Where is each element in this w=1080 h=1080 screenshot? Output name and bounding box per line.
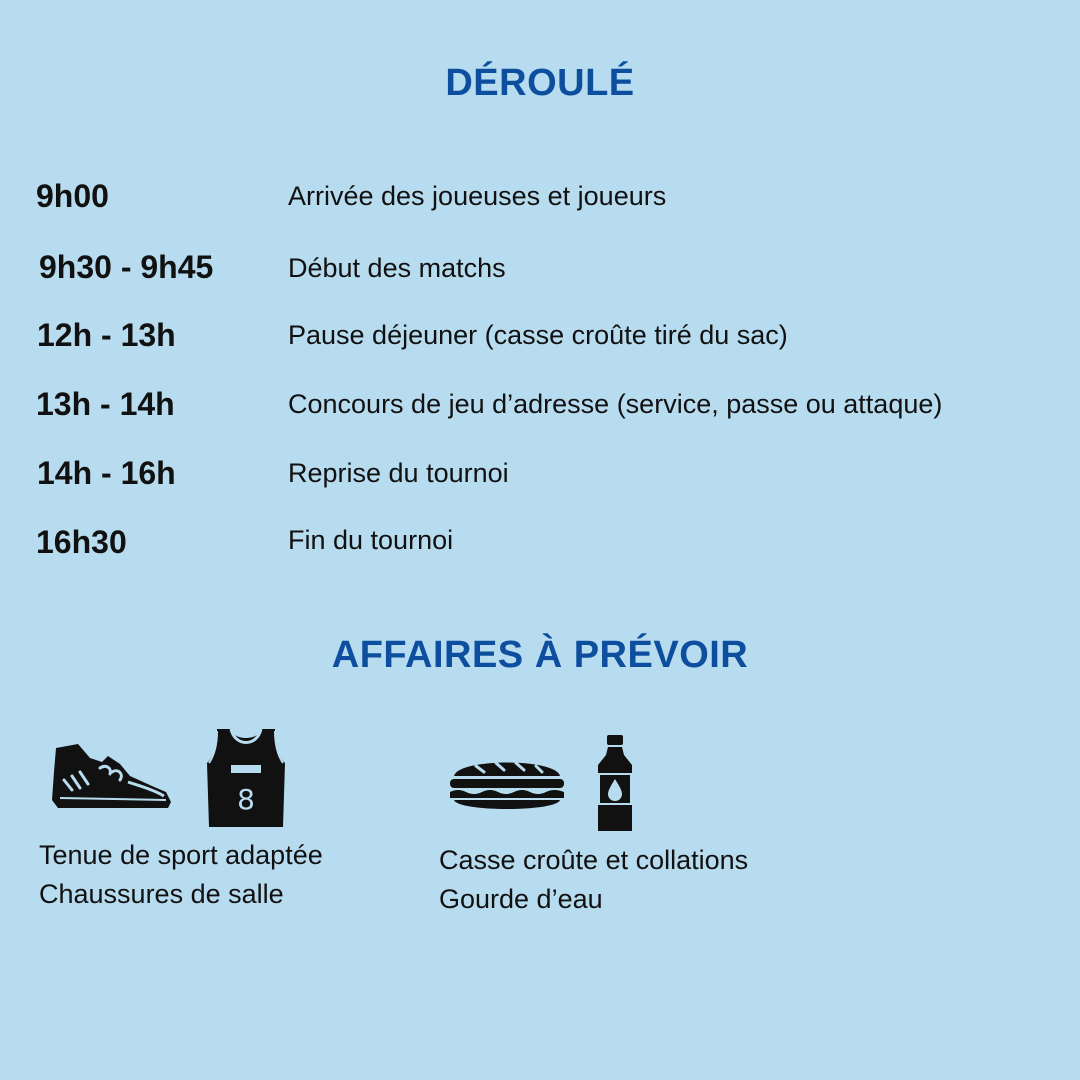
schedule-row [0,313,1080,357]
caption-line: Chaussures de salle [39,879,284,909]
caption-line: Gourde d’eau [439,884,603,914]
schedule-label: Reprise du tournoi [288,458,509,488]
schedule-row [0,518,1080,562]
schedule-label: Fin du tournoi [288,525,454,555]
caption-line: Casse croûte et collations [439,845,749,875]
schedule-label: Concours de jeu d’adresse (service, passe ou attaque) [288,389,943,419]
schedule-time: 14h - 16h [37,455,176,491]
jersey-icon [205,727,287,831]
schedule-title: DÉROULÉ [445,62,635,104]
schedule-label: Début des matchs [288,253,506,283]
schedule-row [0,451,1080,495]
caption-line: Tenue de sport adaptée [39,840,323,870]
items-right-caption [439,841,748,919]
schedule-row [0,382,1080,426]
sneaker-icon [50,742,176,814]
items-left-caption [39,836,323,914]
schedule-time: 9h00 [36,178,109,214]
schedule-time: 12h - 13h [37,317,176,353]
items-title: AFFAIRES À PRÉVOIR [331,634,749,676]
schedule-time: 16h30 [36,524,127,560]
jersey-number: 8 [237,783,255,816]
schedule-time: 13h - 14h [36,386,175,422]
schedule-row [0,174,1080,218]
schedule-time: 9h30 - 9h45 [39,249,214,285]
schedule-label: Arrivée des joueuses et joueurs [288,181,667,211]
schedule-label: Pause déjeuner (casse croûte tiré du sac) [288,320,788,350]
water-bottle-icon [594,735,636,833]
schedule-row [0,245,1080,289]
sandwich-icon [446,754,568,816]
